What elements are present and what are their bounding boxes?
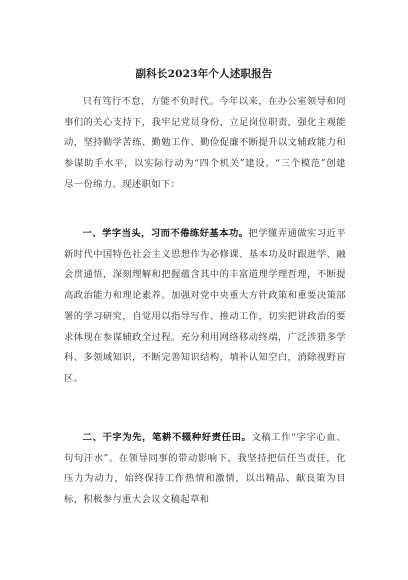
section-heading-1: 一、学字当头，习而不倦练好基本功。 — [82, 228, 249, 239]
section-paragraph-1 — [64, 224, 346, 390]
intro-paragraph: 只有笃行不怠，方能不负时代。今年以来，在办公室领导和同事们的关心支持下，我牢记党员身份，立足岗位职责，强化主观能动，坚持勤学苦练、勤勉工作、勤俭促廉不断提升以文辅政能力和参谋助手水平，以实际行动为“四个机关”建设、“三个模范”创建尽一份绵力。现述职如下： — [64, 96, 346, 190]
section-text-1: 把学懂弄通做实习近平新时代中国特色社会主义思想作为必修课、基本功及时跟进学、融会贯通悟，深刻理解和把握蕴含其中的丰富道理学理哲理，不断提高政治能力和理论素养。加强对党中央重大方针政策和重要决策部署的学习研究，自觉用以指导写作、推动工作，切实把讲政治的要求体现在参谋辅政全过程。充分利用网络移动终端，广泛涉猎多学科、多领域知识，不断完善知识结构，填补认知空白，消除视野盲区。 — [64, 228, 346, 384]
section-paragraph-2 — [64, 428, 346, 511]
document-title: 副科长2023年个人述职报告 — [135, 68, 273, 80]
section-heading-2: 二、干字为先，笔耕不辍种好责任田。 — [82, 432, 252, 443]
section-text-2: 文稿工作“字字心血、句句汗水”。在领导同事的带动影响下，我坚持把信任当责任，化压力为动力，始终保持工作热情和激情，以出精品、献良策为目标，积极参与重大会议文稿起草和 — [64, 432, 346, 506]
